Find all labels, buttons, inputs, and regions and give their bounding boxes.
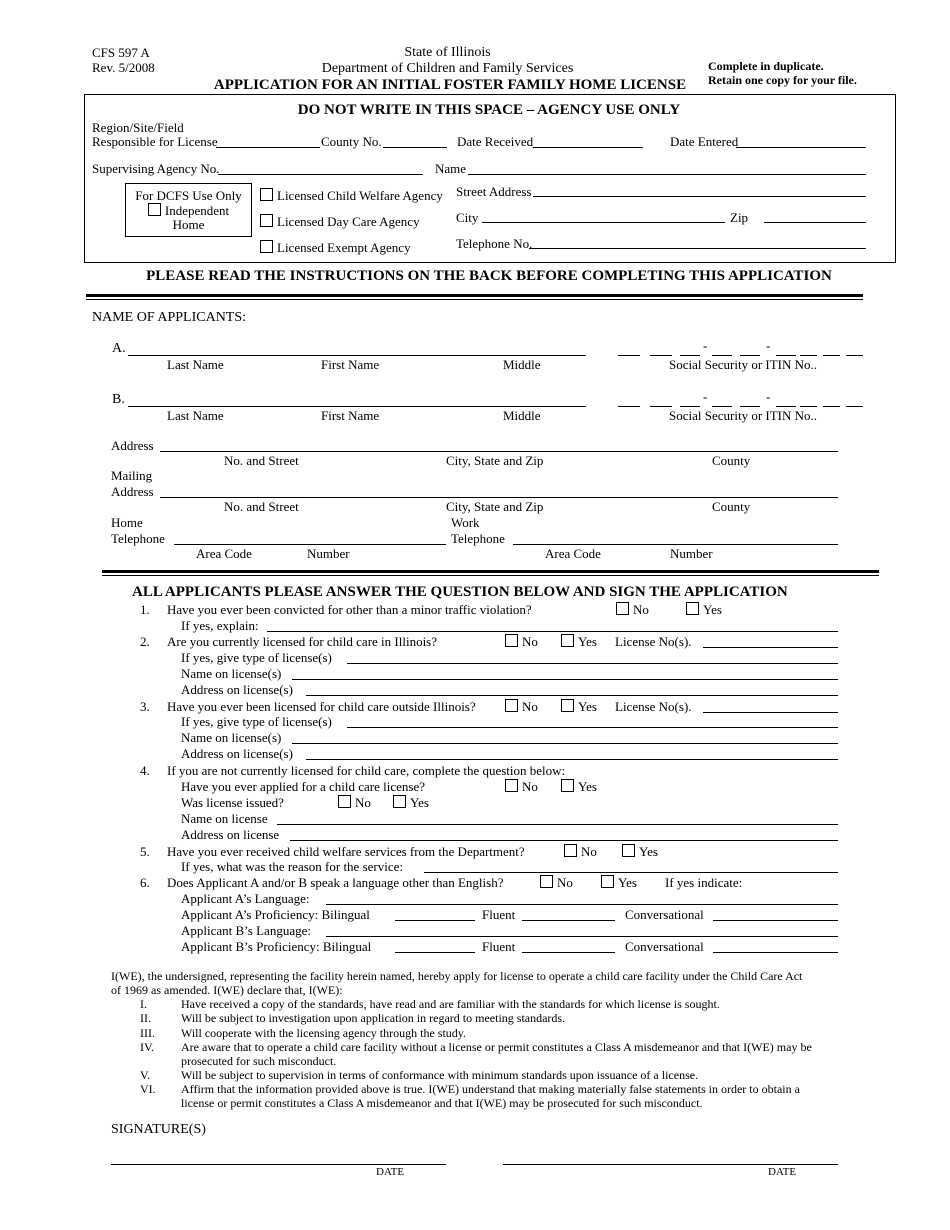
area-code-caption: Area Code	[196, 546, 252, 561]
applicant-a-language-label: Applicant A’s Language:	[181, 891, 310, 906]
q3-type-label: If yes, give type of license(s)	[181, 714, 332, 729]
work-telephone-field[interactable]	[513, 544, 838, 545]
independent-home-checkbox[interactable]: Independent	[125, 203, 252, 219]
first-name-caption: First Name	[321, 357, 380, 372]
applicant-a-bilingual-field[interactable]	[395, 920, 475, 921]
q3-type-field[interactable]	[347, 727, 838, 728]
signatures-heading: SIGNATURE(S)	[111, 1122, 206, 1137]
q2-type-field[interactable]	[347, 663, 838, 664]
q4b-yes-checkbox[interactable]: Yes	[393, 795, 429, 811]
last-name-caption: Last Name	[167, 408, 224, 423]
checkbox-icon[interactable]	[561, 779, 574, 792]
applicant-a-language-field[interactable]	[326, 904, 838, 905]
q6-number: 6.	[140, 875, 150, 890]
declaration-item-number: IV.	[140, 1040, 155, 1054]
q3-name-label: Name on license(s)	[181, 730, 282, 745]
applicant-b-language-label: Applicant B’s Language:	[181, 923, 311, 938]
city-field[interactable]	[482, 222, 725, 223]
q5-text: Have you ever received child welfare services from the Department?	[167, 844, 525, 859]
checkbox-icon[interactable]	[260, 188, 273, 201]
last-name-caption: Last Name	[167, 357, 224, 372]
responsible-label: Responsible for License	[92, 134, 218, 149]
no-street-caption: No. and Street	[224, 453, 299, 468]
mailing-label: Mailing	[111, 468, 153, 483]
applicant-a-conversational-label: Conversational	[625, 907, 704, 922]
applicant-b-label: B.	[112, 392, 125, 407]
address-field[interactable]	[160, 451, 838, 452]
q5-yes-checkbox[interactable]: Yes	[622, 844, 658, 860]
checkbox-icon[interactable]	[564, 844, 577, 857]
q2-yes-checkbox[interactable]: Yes	[561, 634, 597, 650]
street-address-field[interactable]	[533, 196, 866, 197]
q3-address-field[interactable]	[306, 759, 838, 760]
street-address-label: Street Address	[456, 184, 532, 199]
q2-type-label: If yes, give type of license(s)	[181, 650, 332, 665]
checkbox-icon[interactable]	[622, 844, 635, 857]
applicant-b-bilingual-field[interactable]	[395, 952, 475, 953]
q5-no-checkbox[interactable]: No	[564, 844, 597, 860]
checkbox-icon[interactable]	[148, 203, 161, 216]
q2-license-no-field[interactable]	[703, 647, 838, 648]
licensed-cwa-checkbox[interactable]: Licensed Child Welfare Agency	[260, 188, 443, 204]
q3-number: 3.	[140, 699, 150, 714]
county-no-field[interactable]	[383, 147, 447, 148]
q2-address-field[interactable]	[306, 695, 838, 696]
first-name-caption: First Name	[321, 408, 380, 423]
q6-yes-checkbox[interactable]: Yes	[601, 875, 637, 891]
checkbox-icon[interactable]	[505, 699, 518, 712]
applicant-b-language-field[interactable]	[326, 936, 838, 937]
zip-label: Zip	[730, 210, 749, 225]
q2-address-label: Address on license(s)	[181, 682, 293, 697]
q4-text: If you are not currently licensed for child care, complete the question below:	[167, 763, 566, 778]
region-label: Region/Site/Field	[92, 120, 184, 135]
declaration-intro-line1: I(WE), the undersigned, representing the facility herein named, hereby apply for license to operate a child care facility under the Child Care Act	[111, 969, 803, 983]
declaration-item-text: Will cooperate with the licensing agency through the study.	[181, 1026, 466, 1040]
telephone-field[interactable]	[529, 248, 866, 249]
date-caption-1: DATE	[376, 1166, 405, 1178]
declaration-item-text-cont: prosecuted for such misconduct.	[181, 1054, 337, 1068]
applicant-a-label: A.	[112, 341, 126, 356]
checkbox-icon[interactable]	[260, 240, 273, 253]
instructions-banner: PLEASE READ THE INSTRUCTIONS ON THE BACK BEFORE COMPLETING THIS APPLICATION	[146, 268, 832, 284]
number-caption: Number	[307, 546, 350, 561]
questions-heading: ALL APPLICANTS PLEASE ANSWER THE QUESTION BELOW AND SIGN THE APPLICATION	[132, 584, 788, 600]
duplicate-note: Complete in duplicate.	[708, 59, 824, 73]
declaration-item-number: III.	[140, 1026, 155, 1040]
mailing-address-label: Address	[111, 484, 154, 499]
form-number: CFS 597 A	[92, 45, 150, 60]
region-field[interactable]	[216, 147, 320, 148]
applicant-b-conversational-field[interactable]	[713, 952, 838, 953]
q1-yes-checkbox[interactable]: Yes	[686, 602, 722, 618]
checkbox-icon[interactable]	[601, 875, 614, 888]
mailing-address-field[interactable]	[160, 497, 838, 498]
county-no-label: County No.	[321, 134, 382, 149]
checkbox-icon[interactable]	[616, 602, 629, 615]
applicant-b-proficiency-label: Applicant B’s Proficiency: Bilingual	[181, 939, 372, 954]
q1-number: 1.	[140, 602, 150, 617]
q4c-field[interactable]	[277, 824, 838, 825]
supervising-agency-field[interactable]	[218, 174, 423, 175]
q1-explain-label: If yes, explain:	[181, 618, 259, 633]
work-label: Work	[451, 515, 480, 530]
q3-text: Have you ever been licensed for child care outside Illinois?	[167, 699, 476, 714]
checkbox-icon[interactable]	[338, 795, 351, 808]
q3-name-field[interactable]	[292, 743, 838, 744]
telephone-label: Telephone No.	[456, 236, 533, 251]
q4a-yes-checkbox[interactable]: Yes	[561, 779, 597, 795]
q6-text: Does Applicant A and/or B speak a language other than English?	[167, 875, 504, 890]
q2-text: Are you currently licensed for child care in Illinois?	[167, 634, 438, 649]
q6-indicate-label: If yes indicate:	[665, 875, 743, 890]
applicant-b-name-field[interactable]	[128, 406, 586, 407]
applicant-a-fluent-label: Fluent	[482, 907, 516, 922]
declaration-item-text: Have received a copy of the standards, have read and are familiar with the standards for which license is sought.	[181, 997, 720, 1011]
checkbox-icon[interactable]	[505, 779, 518, 792]
address-label: Address	[111, 438, 154, 453]
form-revision: Rev. 5/2008	[92, 60, 155, 75]
licensed-exempt-checkbox[interactable]: Licensed Exempt Agency	[260, 240, 411, 256]
q1-explain-field[interactable]	[267, 631, 838, 632]
date-entered-label: Date Entered	[670, 134, 739, 149]
q3-address-label: Address on license(s)	[181, 746, 293, 761]
q1-no-checkbox[interactable]: No	[616, 602, 649, 618]
department-name: Department of Children and Family Services	[321, 61, 574, 76]
declaration-item-text: Are aware that to operate a child care facility without a license or permit constitutes a Class A misdemeanor and that I(WE) may be	[181, 1040, 812, 1054]
declaration-item-text: Will be subject to supervision in terms of conformance with minimum standards upon issuance of a license.	[181, 1068, 699, 1082]
q3-no-checkbox[interactable]: No	[505, 699, 538, 715]
declaration-item-text: Affirm that the information provided above is true. I(WE) understand that making materially false statements in order to obtain a	[181, 1082, 800, 1096]
q4d-label: Address on license	[181, 827, 280, 842]
county-caption: County	[712, 453, 751, 468]
county-caption: County	[712, 499, 751, 514]
state-name: State of Illinois	[404, 45, 491, 60]
checkbox-icon[interactable]	[561, 634, 574, 647]
work-telephone-label: Telephone	[451, 531, 505, 546]
declaration-item-text-cont: license or permit constitutes a Class A misdemeanor and that I(WE) may be prosecuted for such misconduct.	[181, 1096, 703, 1110]
q3-license-no-field[interactable]	[703, 712, 838, 713]
home-label: Home	[172, 217, 205, 232]
q3-license-no-label: License No(s).	[615, 699, 692, 714]
checkbox-icon[interactable]	[393, 795, 406, 808]
declaration-item-text: Will be subject to investigation upon application in regard to meeting standards.	[181, 1011, 566, 1025]
q2-number: 2.	[140, 634, 150, 649]
divider	[86, 294, 863, 297]
q4b-no-checkbox[interactable]: No	[338, 795, 371, 811]
divider	[102, 570, 879, 573]
checkbox-icon[interactable]	[561, 699, 574, 712]
checkbox-icon[interactable]	[540, 875, 553, 888]
date-received-label: Date Received	[457, 134, 534, 149]
home-telephone-label: Telephone	[111, 531, 165, 546]
q5-number: 5.	[140, 844, 150, 859]
area-code-caption: Area Code	[545, 546, 601, 561]
middle-caption: Middle	[503, 408, 541, 423]
applicant-a-conversational-field[interactable]	[713, 920, 838, 921]
applicant-b-fluent-field[interactable]	[522, 952, 615, 953]
ssn-caption: Social Security or ITIN No..	[669, 408, 818, 423]
ssn-caption: Social Security or ITIN No..	[669, 357, 818, 372]
form-title: APPLICATION FOR AN INITIAL FOSTER FAMILY HOME LICENSE	[213, 77, 687, 93]
date-received-field[interactable]	[533, 147, 643, 148]
checkbox-icon[interactable]	[260, 214, 273, 227]
middle-caption: Middle	[503, 357, 541, 372]
q5-reason-label: If yes, what was the reason for the service:	[181, 859, 403, 874]
q4a-no-checkbox[interactable]: No	[505, 779, 538, 795]
divider	[86, 299, 863, 300]
applicant-a-proficiency-label: Applicant A’s Proficiency: Bilingual	[181, 907, 370, 922]
date-caption-2: DATE	[768, 1166, 797, 1178]
checkbox-icon[interactable]	[505, 634, 518, 647]
no-street-caption: No. and Street	[224, 499, 299, 514]
q2-license-no-label: License No(s).	[615, 634, 692, 649]
declaration-item-number: V.	[140, 1068, 151, 1082]
city-state-zip-caption: City, State and Zip	[446, 499, 544, 514]
signature-field-2[interactable]	[503, 1164, 838, 1165]
applicant-b-fluent-label: Fluent	[482, 939, 516, 954]
signature-field-1[interactable]	[111, 1164, 446, 1165]
supervising-agency-label: Supervising Agency No.	[92, 161, 220, 176]
dcfs-use-label: For DCFS Use Only	[135, 188, 242, 203]
q2-no-checkbox[interactable]: No	[505, 634, 538, 650]
date-entered-field[interactable]	[736, 147, 866, 148]
declaration-item-number: VI.	[140, 1082, 156, 1096]
q1-text: Have you ever been convicted for other than a minor traffic violation?	[167, 602, 532, 617]
applicant-b-conversational-label: Conversational	[625, 939, 704, 954]
applicant-a-name-field[interactable]	[128, 355, 586, 356]
q5-reason-field[interactable]	[424, 872, 838, 873]
q2-name-label: Name on license(s)	[181, 666, 282, 681]
divider	[102, 575, 879, 576]
q4-number: 4.	[140, 763, 150, 778]
retain-note: Retain one copy for your file.	[708, 73, 857, 87]
declaration-item-number: II.	[140, 1011, 151, 1025]
home-label: Home	[111, 515, 143, 530]
q4a-text: Have you ever applied for a child care license?	[181, 779, 425, 794]
agency-name-field[interactable]	[468, 174, 866, 175]
q2-name-field[interactable]	[292, 679, 838, 680]
q4c-label: Name on license	[181, 811, 268, 826]
declaration-intro-line2: of 1969 as amended. I(WE) declare that, I(WE):	[111, 983, 343, 997]
q4d-field[interactable]	[290, 840, 838, 841]
q6-no-checkbox[interactable]: No	[540, 875, 573, 891]
licensed-dca-checkbox[interactable]: Licensed Day Care Agency	[260, 214, 420, 230]
q4b-text: Was license issued?	[181, 795, 284, 810]
applicant-a-fluent-field[interactable]	[522, 920, 615, 921]
agency-use-heading: DO NOT WRITE IN THIS SPACE – AGENCY USE ONLY	[297, 102, 681, 118]
city-label: City	[456, 210, 479, 225]
zip-field[interactable]	[764, 222, 866, 223]
checkbox-icon[interactable]	[686, 602, 699, 615]
q3-yes-checkbox[interactable]: Yes	[561, 699, 597, 715]
number-caption: Number	[670, 546, 713, 561]
declaration-item-number: I.	[140, 997, 147, 1011]
city-state-zip-caption: City, State and Zip	[446, 453, 544, 468]
home-telephone-field[interactable]	[174, 544, 446, 545]
applicants-heading: NAME OF APPLICANTS:	[92, 310, 247, 325]
agency-name-label: Name	[435, 161, 467, 176]
